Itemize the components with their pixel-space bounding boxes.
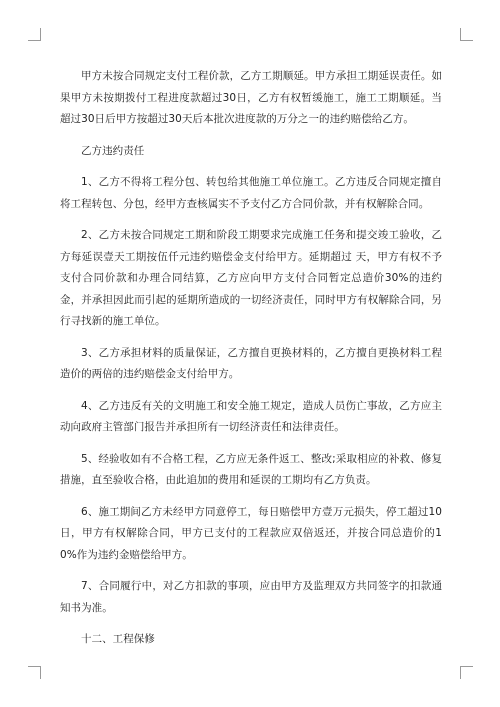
clause-5-acceptance: 5、经验收如有不合格工程，乙方应无条件返工、整改;采取相应的补救、修复措施，直至验收合格，由此追加的费用和延误的工期均有乙方负责。 — [60, 452, 442, 486]
paragraph-payment-default: 甲方未按合同规定支付工程价款，乙方工期顺延。甲方承担工期延误责任。如果甲方未按期拨付工程进度款超过30日，乙方有权暂缓施工，施工工期顺延。当超过30日后甲方按超过30天后本批次进度款的万分之一的违约赔偿给乙方。 — [60, 70, 442, 125]
section-heading-contractor-liability: 乙方违约责任 — [81, 144, 145, 157]
clause-1-subcontracting: 1、乙方不得将工程分包、转包给其他施工单位施工。乙方违反合同规定擅自将工程转包、分包，经甲方查核属实不予支付乙方合同价款，并有权解除合同。 — [60, 176, 442, 210]
crop-mark-bottom-left — [28, 666, 41, 679]
clause-2-schedule-delay: 2、乙方未按合同规定工期和阶段工期要求完成施工任务和提交竣工验收，乙方每延误壹天工期按伍仟元违约赔偿金支付给甲方。延期超过 天，甲方有权不予支付合同价款和办理合同结算，乙方应向甲方支付合同暂定总造价30%的违约金，并承担因此而引起的延期所造成的一切经济责任，同时甲方有权解除合同，另行寻找新的施工单位。 — [60, 229, 442, 327]
crop-mark-top-left — [28, 28, 41, 41]
clause-7-deductions: 7、合同履行中，对乙方扣款的事项，应由甲方及监理双方共同签字的扣款通知书为准。 — [60, 580, 442, 614]
section-heading-warranty: 十二、工程保修 — [81, 633, 155, 645]
clause-6-work-stoppage: 6、施工期间乙方未经甲方同意停工，每日赔偿甲方壹万元损失，停工超过10日，甲方有权解除合同，甲方已支付的工程款应双倍返还，并按合同总造价的10%作为违约金赔偿给甲方。 — [60, 505, 442, 561]
crop-mark-top-right — [460, 28, 473, 41]
crop-mark-bottom-right — [460, 666, 473, 679]
clause-3-material-quality: 3、乙方承担材料的质量保证，乙方擅自更换材料的，乙方擅自更换材料工程造价的两倍的违约赔偿金支付给甲方。 — [60, 346, 442, 380]
document-body — [60, 66, 442, 661]
clause-4-safety: 4、乙方违反有关的文明施工和安全施工规定，造成人员伤亡事故，乙方应主动向政府主管部门报告并承担所有一切经济责任和法律责任。 — [60, 399, 442, 433]
